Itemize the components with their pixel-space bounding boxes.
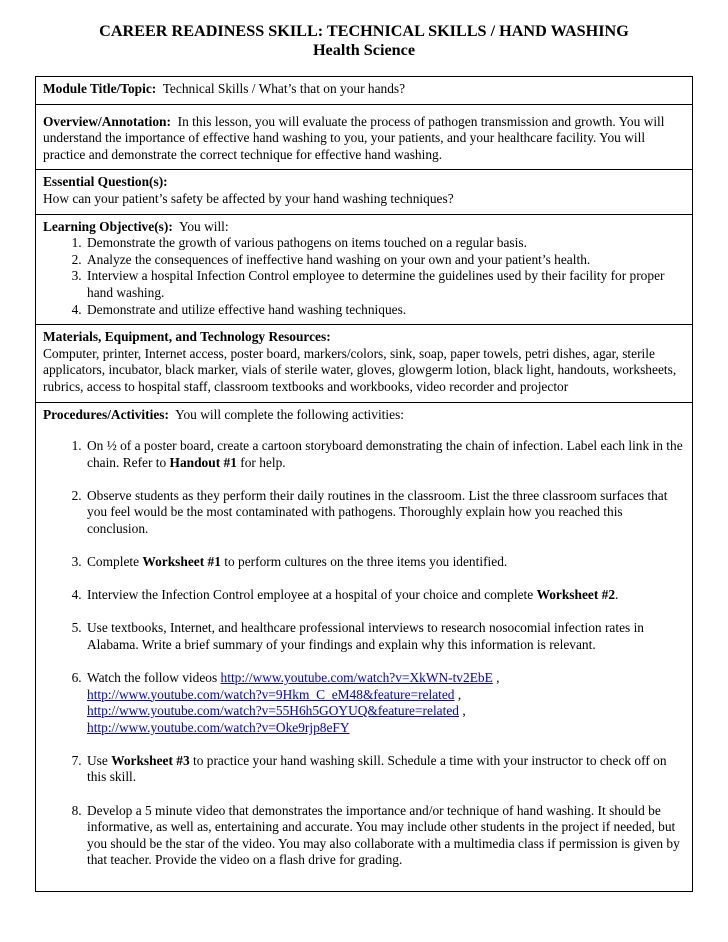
- overview-label: Overview/Annotation:: [43, 113, 171, 129]
- objectives-list: [43, 235, 686, 318]
- procedure-item-8: 8. Develop a 5 minute video that demonstrates the importance and/or technique of hand washing. It should be informative, as well as, entertaining and accurate. You may include other students in the project if needed, but you should be the star of the video. You may also collaborate with a multimedia class if permission is given by that teacher. Provide the video on a flash drive for grading.: [85, 803, 686, 869]
- materials-text: Computer, printer, Internet access, poster board, markers/colors, sink, soap, paper towels, petri dishes, agar, sterile applicators, incubator, black marker, vials of sterile water, gloves, glowgerm lotion, black light, handouts, worksheets, rubrics, access to hospital staff, classroom textbooks and workbooks, video recorder and projector: [43, 345, 677, 394]
- objectives-cell: [36, 214, 693, 325]
- procedure-item-5: 5. Use textbooks, Internet, and healthcare professional interviews to research nosocomial infection rates in Alabama. Write a brief summary of your findings and explain why this information is relevant.: [85, 620, 686, 653]
- video-link-3[interactable]: http://www.youtube.com/watch?v=55H6h5GOYUQ&feature=related: [87, 703, 459, 719]
- video-link-4[interactable]: http://www.youtube.com/watch?v=Oke9rjp8eFY: [87, 719, 350, 735]
- objectives-label: Learning Objective(s):: [43, 218, 173, 234]
- question-text: How can your patient’s safety be affected by your hand washing techniques?: [43, 190, 454, 206]
- module-cell: [36, 77, 693, 105]
- worksheet-2-ref: Worksheet #2: [536, 587, 616, 603]
- objective-item: 4. Demonstrate and utilize effective hand washing techniques.: [85, 302, 686, 319]
- objective-item: 2. Analyze the consequences of ineffective hand washing on your own and your patient’s health.: [85, 252, 686, 269]
- question-label: Essential Question(s):: [43, 174, 168, 190]
- question-cell: [36, 170, 693, 214]
- materials-label: Materials, Equipment, and Technology Resources:: [43, 329, 331, 345]
- procedures-cell: [36, 402, 693, 891]
- objective-item: 3. Interview a hospital Infection Control employee to determine the guidelines used by their facility for proper hand washing.: [85, 268, 686, 301]
- procedure-item-2: 2. Observe students as they perform their daily routines in the classroom. List the three classroom surfaces that you feel would be the most contaminated with pathogens. Thoroughly explain how you reached this conclusion.: [85, 488, 686, 538]
- objectives-intro: You will:: [179, 218, 229, 234]
- procedure-item-4: 4. Interview the Infection Control employee at a hospital of your choice and complete Worksheet #2.: [85, 587, 686, 604]
- video-link-2[interactable]: http://www.youtube.com/watch?v=9Hkm_C_eM48&feature=related: [87, 686, 455, 702]
- procedure-item-7: 7. Use Worksheet #3 to practice your hand washing skill. Schedule a time with your instructor to check off on this skill.: [85, 753, 686, 786]
- video-link-1[interactable]: http://www.youtube.com/watch?v=XkWN-tv2EbE: [220, 669, 493, 685]
- worksheet-3-ref: Worksheet #3: [111, 752, 190, 768]
- procedures-label: Procedures/Activities:: [43, 406, 169, 422]
- procedures-intro: You will complete the following activities:: [175, 406, 404, 422]
- procedure-item-6: 6. Watch the follow videos http://www.youtube.com/watch?v=XkWN-tv2EbE , http://www.youtube.com/watch?v=9Hkm_C_eM48&feature=related , http://www.youtube.com/watch?v=55H6h5GOYUQ&feature=related , http://www.youtube.com/watch?v=Oke9rjp8eFY: [85, 670, 686, 736]
- procedure-item-1: 1. On ½ of a poster board, create a cartoon storyboard demonstrating the chain of infection. Label each link in the chain. Refer to Handout #1 for help.: [85, 438, 686, 471]
- overview-text: In this lesson, you will evaluate the process of pathogen transmission and growth. You will understand the importance of effective hand washing to you, your patients, and your healthcare facility. You will practice and demonstrate the correct technique for effective hand washing.: [43, 113, 665, 162]
- materials-cell: [36, 325, 693, 402]
- handout-1-ref: Handout #1: [169, 454, 237, 470]
- module-text: Technical Skills / What’s that on your hands?: [162, 81, 406, 96]
- objective-item: 1. Demonstrate the growth of various pathogens on items touched on a regular basis.: [85, 235, 686, 252]
- title-line-1: CAREER READINESS SKILL: TECHNICAL SKILLS / HAND WASHING: [99, 22, 629, 40]
- overview-cell: [36, 104, 693, 170]
- lesson-table: [35, 76, 693, 892]
- module-label: Module Title/Topic:: [43, 81, 157, 96]
- procedures-list: [43, 438, 686, 869]
- title-line-2: Health Science: [312, 41, 416, 59]
- worksheet-1-ref: Worksheet #1: [142, 554, 221, 570]
- procedure-item-3: 3. Complete Worksheet #1 to perform cultures on the three items you identified.: [85, 554, 686, 571]
- document-title: [0, 22, 728, 60]
